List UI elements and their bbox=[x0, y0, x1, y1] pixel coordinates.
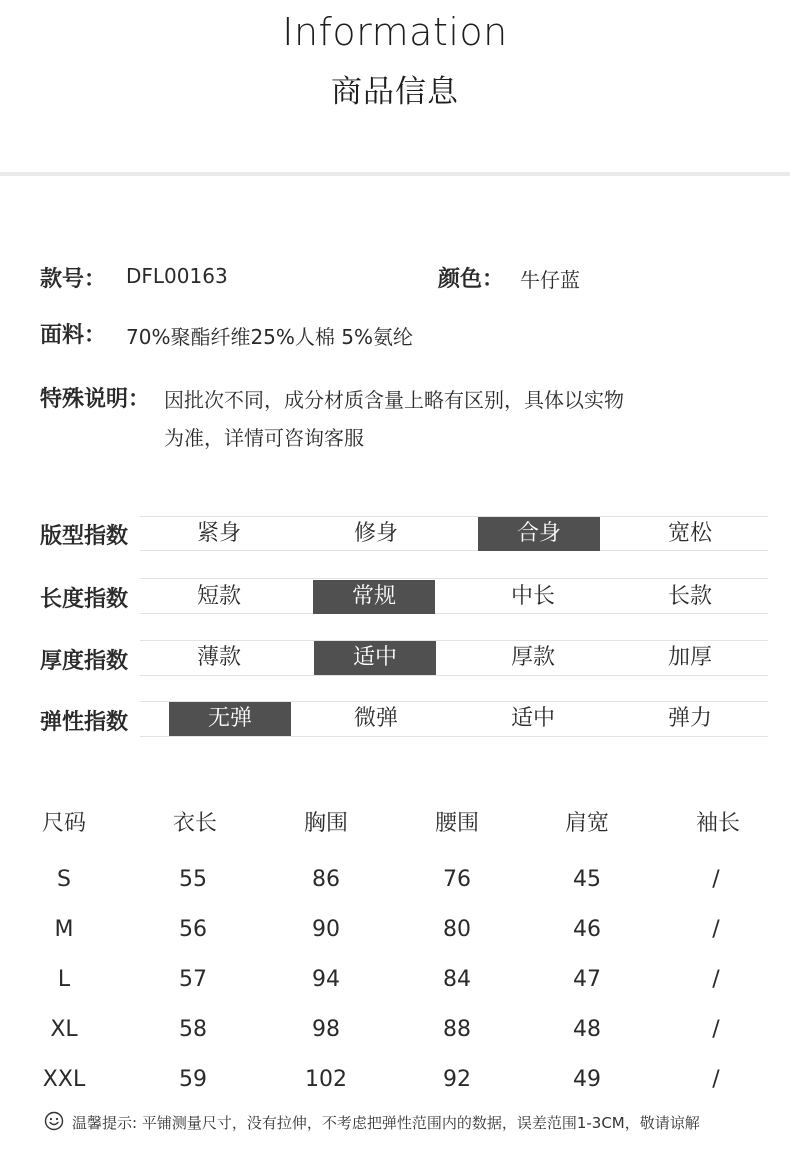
table-cell: 76 bbox=[443, 867, 471, 892]
table-cell: / bbox=[712, 1017, 720, 1042]
table-cell: 80 bbox=[443, 917, 471, 942]
table-cell: 46 bbox=[573, 917, 601, 942]
table-cell: 88 bbox=[443, 1017, 471, 1042]
color-label: 颜色： bbox=[438, 267, 505, 292]
table-cell: 84 bbox=[443, 967, 471, 992]
table-cell: / bbox=[712, 917, 720, 942]
size-table-header: 胸围 bbox=[303, 811, 348, 836]
table-cell-size: S bbox=[57, 867, 71, 892]
length-index-top-rule bbox=[140, 578, 768, 579]
table-cell: 90 bbox=[312, 917, 340, 942]
special-note-label: 特殊说明： bbox=[40, 387, 151, 412]
thickness-option-selected: 适中 bbox=[314, 641, 436, 675]
length-option: 短款 bbox=[196, 584, 241, 609]
fabric-label: 面料： bbox=[40, 323, 107, 348]
table-cell: 45 bbox=[573, 867, 601, 892]
elasticity-index-label: 弹性指数 bbox=[40, 710, 129, 735]
fabric-value: 70%聚酯纤维25%人棉 5%氨纶 bbox=[126, 325, 413, 349]
table-cell: 58 bbox=[179, 1017, 207, 1042]
thickness-index-label: 厚度指数 bbox=[40, 649, 129, 674]
table-cell: / bbox=[712, 967, 720, 992]
header-divider bbox=[0, 172, 790, 176]
elasticity-option: 弹力 bbox=[667, 706, 712, 731]
table-cell-size: XL bbox=[50, 1017, 78, 1042]
thickness-index-bottom-rule bbox=[140, 675, 768, 676]
table-cell: 49 bbox=[573, 1067, 601, 1092]
style-number-value: DFL00163 bbox=[126, 264, 228, 288]
table-cell: / bbox=[712, 1067, 720, 1092]
table-cell: 98 bbox=[312, 1017, 340, 1042]
table-cell-size: M bbox=[54, 917, 74, 942]
elasticity-option-selected: 无弹 bbox=[169, 702, 291, 736]
size-table-header: 尺码 bbox=[41, 811, 86, 836]
elasticity-option: 微弹 bbox=[353, 706, 398, 731]
fit-option-selected: 合身 bbox=[478, 517, 600, 551]
table-cell-size: XXL bbox=[42, 1067, 86, 1092]
title-english: Information bbox=[282, 10, 508, 54]
table-cell: 47 bbox=[573, 967, 601, 992]
measurement-note: 温馨提示: 平铺测量尺寸，没有拉伸，不考虑把弹性范围内的数据，误差范围1-3CM，敬请谅解 bbox=[72, 1114, 700, 1132]
table-cell: 94 bbox=[312, 967, 340, 992]
fit-option: 修身 bbox=[353, 521, 398, 546]
length-option-selected: 常规 bbox=[313, 580, 435, 614]
table-cell: 55 bbox=[179, 867, 207, 892]
size-table-header: 袖长 bbox=[695, 811, 740, 836]
thickness-option: 薄款 bbox=[196, 645, 241, 670]
table-cell: 102 bbox=[305, 1067, 347, 1092]
length-option: 长款 bbox=[667, 584, 712, 609]
size-table-header: 肩宽 bbox=[564, 811, 609, 836]
thickness-option: 厚款 bbox=[510, 645, 555, 670]
elasticity-index-bottom-rule bbox=[140, 736, 768, 737]
table-cell: 48 bbox=[573, 1017, 601, 1042]
color-value: 牛仔蓝 bbox=[520, 268, 580, 292]
length-index-label: 长度指数 bbox=[40, 587, 129, 612]
special-note-line-1: 因批次不同，成分材质含量上略有区别，具体以实物 bbox=[164, 388, 624, 412]
elasticity-option: 适中 bbox=[510, 706, 555, 731]
smile-icon bbox=[44, 1111, 64, 1131]
table-cell: 92 bbox=[443, 1067, 471, 1092]
table-cell: 59 bbox=[179, 1067, 207, 1092]
table-cell: / bbox=[712, 867, 720, 892]
fit-index-label: 版型指数 bbox=[40, 524, 129, 549]
title-chinese: 商品信息 bbox=[331, 74, 459, 110]
size-table-header: 衣长 bbox=[172, 811, 217, 836]
length-option: 中长 bbox=[510, 584, 555, 609]
table-cell-size: L bbox=[57, 967, 71, 992]
table-cell: 56 bbox=[179, 917, 207, 942]
special-note-line-2: 为准，详情可咨询客服 bbox=[164, 426, 364, 450]
thickness-option: 加厚 bbox=[667, 645, 712, 670]
size-table-header: 腰围 bbox=[434, 811, 479, 836]
fit-option: 宽松 bbox=[667, 521, 712, 546]
table-cell: 86 bbox=[312, 867, 340, 892]
table-cell: 57 bbox=[179, 967, 207, 992]
style-number-label: 款号： bbox=[40, 267, 107, 292]
fit-option: 紧身 bbox=[196, 521, 241, 546]
